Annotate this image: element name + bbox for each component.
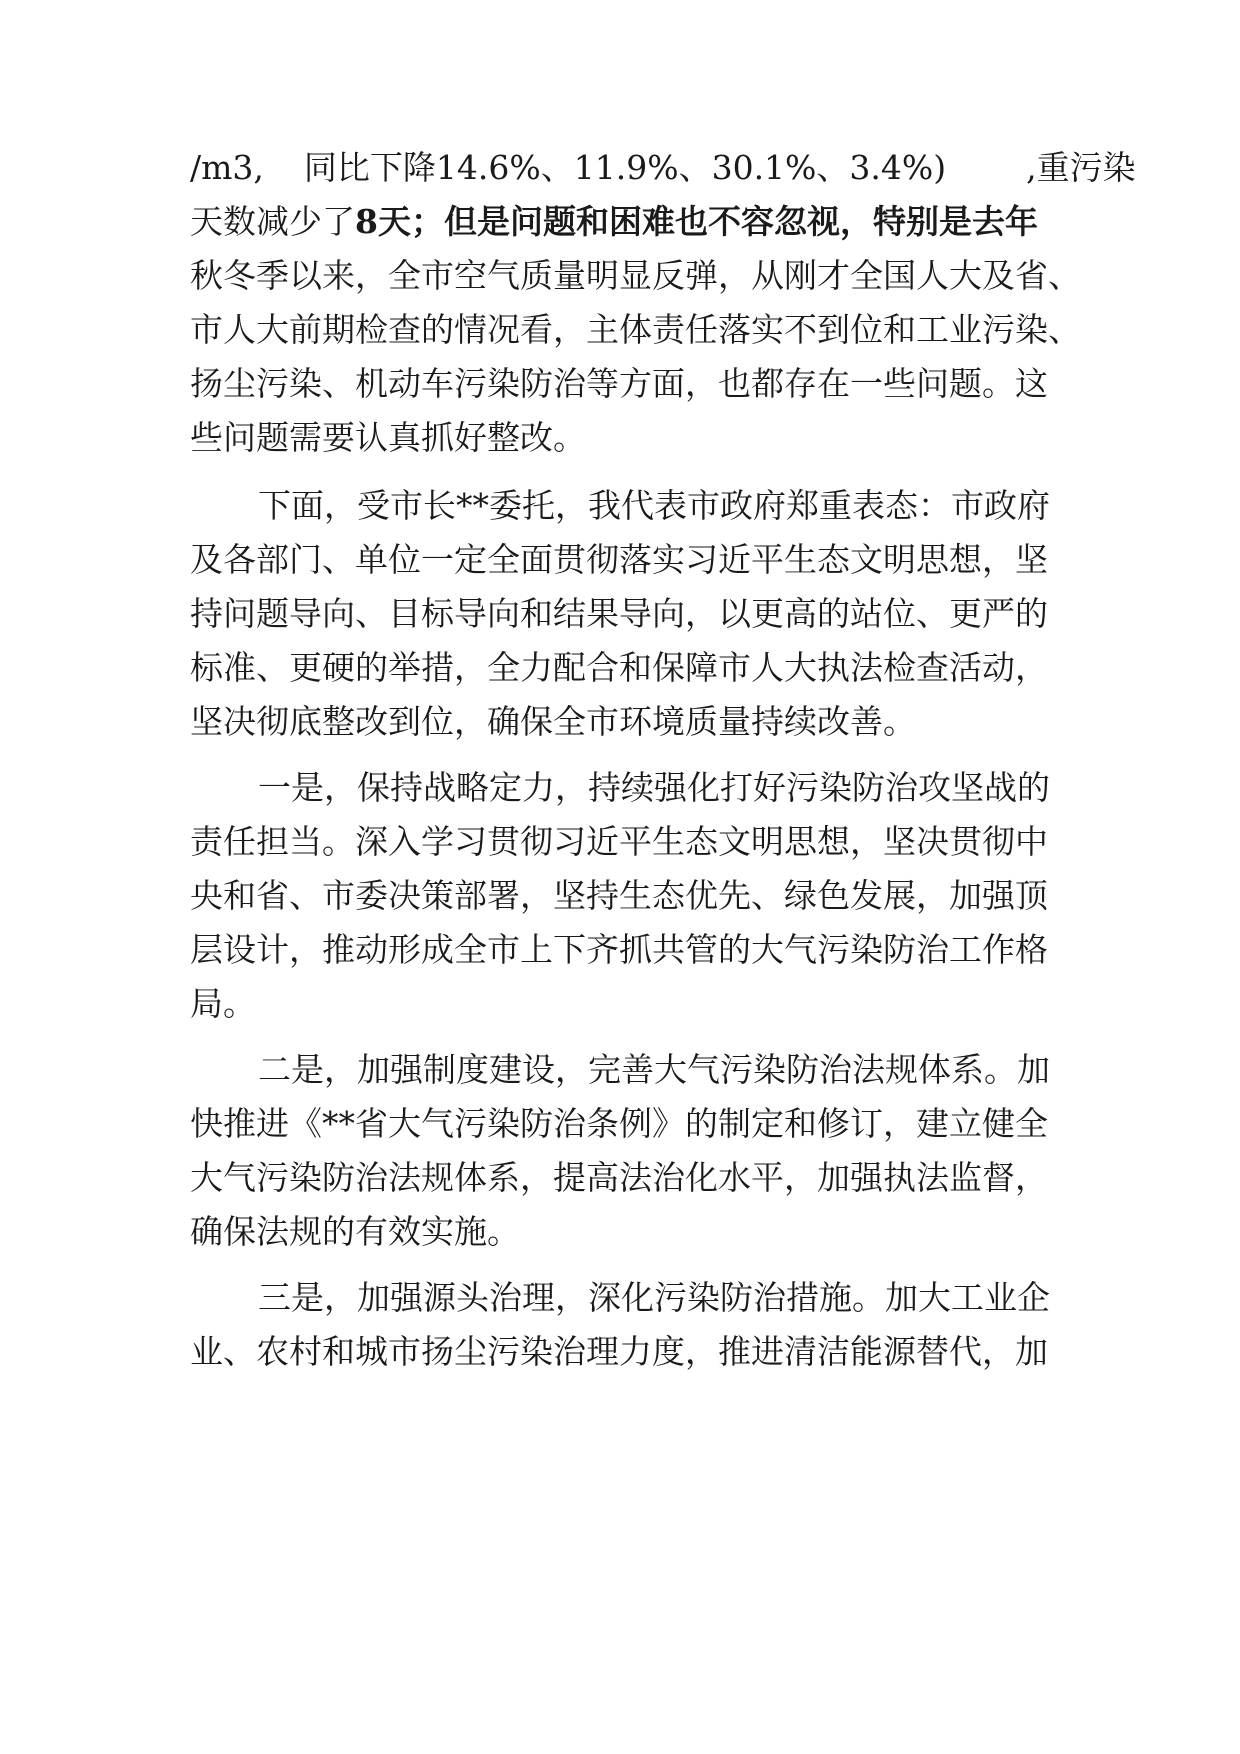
text-segment: /m3, — [190, 148, 264, 187]
paragraph-line: 标准、更硬的举措，全力配合和保障市人大执法检查活动， — [190, 648, 1048, 687]
paragraph-line: 央和省、市委决策部署，坚持生态优先、绿色发展，加强顶 — [190, 876, 1048, 915]
paragraph-line: 些问题需要认真抓好整改。 — [190, 418, 586, 457]
text-segment: 天数减少了 — [190, 202, 355, 241]
paragraph-line — [190, 194, 1038, 250]
text-segment: ,重污染 — [1026, 148, 1136, 187]
paragraph-line: 及各部门、单位一定全面贯彻落实习近平生态文明思想，坚 — [190, 540, 1048, 579]
paragraph-line: 确保法规的有效实施。 — [190, 1212, 520, 1251]
paragraph-line: 秋冬季以来，全市空气质量明显反弹，从刚才全国人大及省、 — [190, 256, 1081, 295]
paragraph-line: 下面，受市长**委托，我代表市政府郑重表态：市政府 — [258, 486, 1050, 525]
bold-text-segment: 8天；但是问题和困难也不容忽视，特别是去年 — [355, 202, 1038, 241]
paragraph-line: 层设计，推动形成全市上下齐抓共管的大气污染防治工作格 — [190, 930, 1048, 969]
paragraph-line: 扬尘污染、机动车污染防治等方面，也都存在一些问题。这 — [190, 364, 1048, 403]
paragraph-line: 一是，保持战略定力，持续强化打好污染防治攻坚战的 — [258, 768, 1050, 807]
paragraph-line: 局。 — [190, 984, 256, 1023]
paragraph-line: 市人大前期检查的情况看，主体责任落实不到位和工业污染、 — [190, 310, 1081, 349]
text-segment: 同比下降14.6%、11.9%、30.1%、3.4%) — [303, 148, 947, 187]
paragraph-line: 坚决彻底整改到位，确保全市环境质量持续改善。 — [190, 702, 916, 741]
paragraph-line: 快推进《**省大气污染防治条例》的制定和修订，建立健全 — [190, 1104, 1048, 1143]
paragraph-line: 大气污染防治法规体系，提高法治化水平，加强执法监督， — [190, 1158, 1048, 1197]
paragraph-line — [190, 140, 1136, 196]
paragraph-line: 三是，加强源头治理，深化污染防治措施。加大工业企 — [258, 1278, 1050, 1317]
paragraph-line: 业、农村和城市扬尘污染治理力度，推进清洁能源替代，加 — [190, 1332, 1048, 1371]
paragraph-line: 责任担当。深入学习贯彻习近平生态文明思想，坚决贯彻中 — [190, 822, 1048, 861]
paragraph-line: 二是，加强制度建设，完善大气污染防治法规体系。加 — [258, 1050, 1050, 1089]
paragraph-line: 持问题导向、目标导向和结果导向，以更高的站位、更严的 — [190, 594, 1048, 633]
